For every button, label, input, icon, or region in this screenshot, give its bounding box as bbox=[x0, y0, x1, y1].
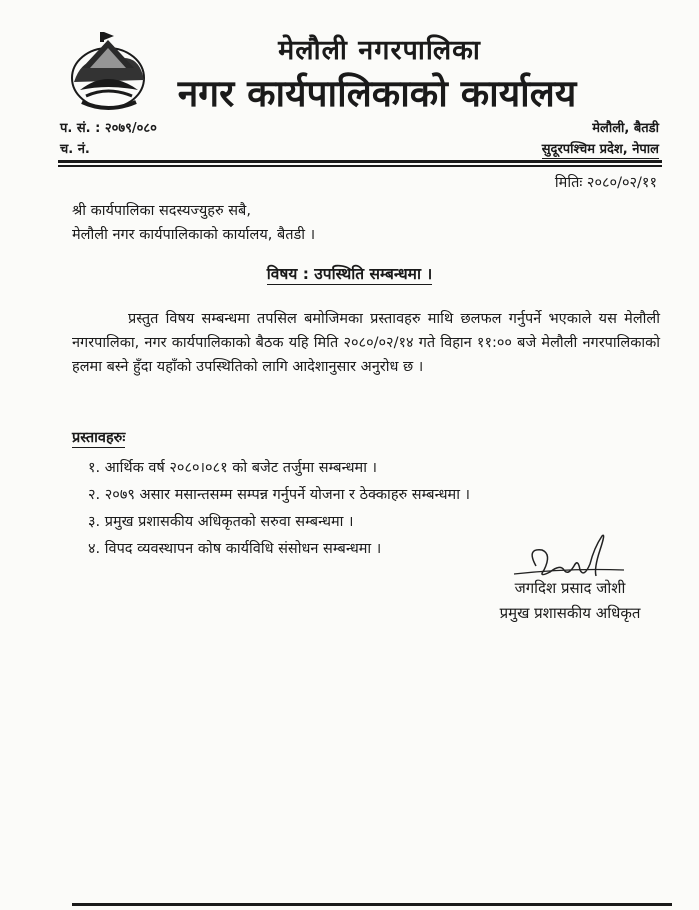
footer-divider bbox=[72, 903, 672, 906]
recipient-line-2: मेलौली नगर कार्यपालिकाको कार्यालय, बैतडी । bbox=[72, 227, 316, 243]
header-divider bbox=[58, 160, 662, 163]
address-line-1: मेलौली, बैतडी bbox=[592, 121, 659, 136]
header-divider-thin bbox=[58, 165, 662, 167]
letter-subject: विषय : उपस्थिति सम्बन्धमा । bbox=[266, 265, 433, 283]
signatory-title: प्रमुख प्रशासकीय अधिकृत bbox=[499, 604, 641, 622]
letter-date: मितिः २०८०/०२/११ bbox=[554, 175, 657, 191]
reference-number: प. सं. : २०७९/०८० bbox=[60, 121, 157, 136]
proposal-item-2: २. २०७९ असार मसान्तसम्म सम्पन्न गर्नुपर्ने योजना र ठेक्काहरु सम्बन्धमा । bbox=[88, 487, 471, 503]
signature-icon bbox=[508, 528, 628, 584]
org-name: मेलौली नगरपालिका bbox=[278, 35, 481, 66]
proposal-item-3: ३. प्रमुख प्रशासकीय अधिकृतको सरुवा सम्बन्धमा । bbox=[88, 514, 354, 530]
office-name: नगर कार्यपालिकाको कार्यालय bbox=[177, 72, 577, 115]
signatory-name: जगदिश प्रसाद जोशी bbox=[514, 579, 626, 597]
address-line-2: सुदूरपश्चिम प्रदेश, नेपाल bbox=[541, 142, 659, 157]
letter-body: प्रस्तुत विषय सम्बन्धमा तपसिल बमोजिमका प्रस्तावहरु माथि छलफल गर्नुपर्ने भएकाले यस मेलौली नगरपालिका, नगर कार्यपालिकाको बैठक यहि मिति २०८०/०२/१४ गते विहान ११:०० बजे मेलौली नगरपालिकाको हलमा बस्ने हुँदा यहाँको उपस्थितिको लागि आदेशानुसार अनुरोध छ । bbox=[72, 311, 660, 375]
proposal-item-1: १. आर्थिक वर्ष २०८०।०८१ को बजेट तर्जुमा सम्बन्धमा । bbox=[88, 460, 378, 476]
proposals-heading: प्रस्तावहरुः bbox=[72, 430, 126, 446]
dispatch-number: च. नं. bbox=[60, 142, 90, 157]
proposal-item-4: ४. विपद व्यवस्थापन कोष कार्यविधि संसोधन सम्बन्धमा । bbox=[88, 541, 382, 557]
recipient-line-1: श्री कार्यपालिका सदस्यज्युहरु सबै, bbox=[72, 203, 251, 219]
